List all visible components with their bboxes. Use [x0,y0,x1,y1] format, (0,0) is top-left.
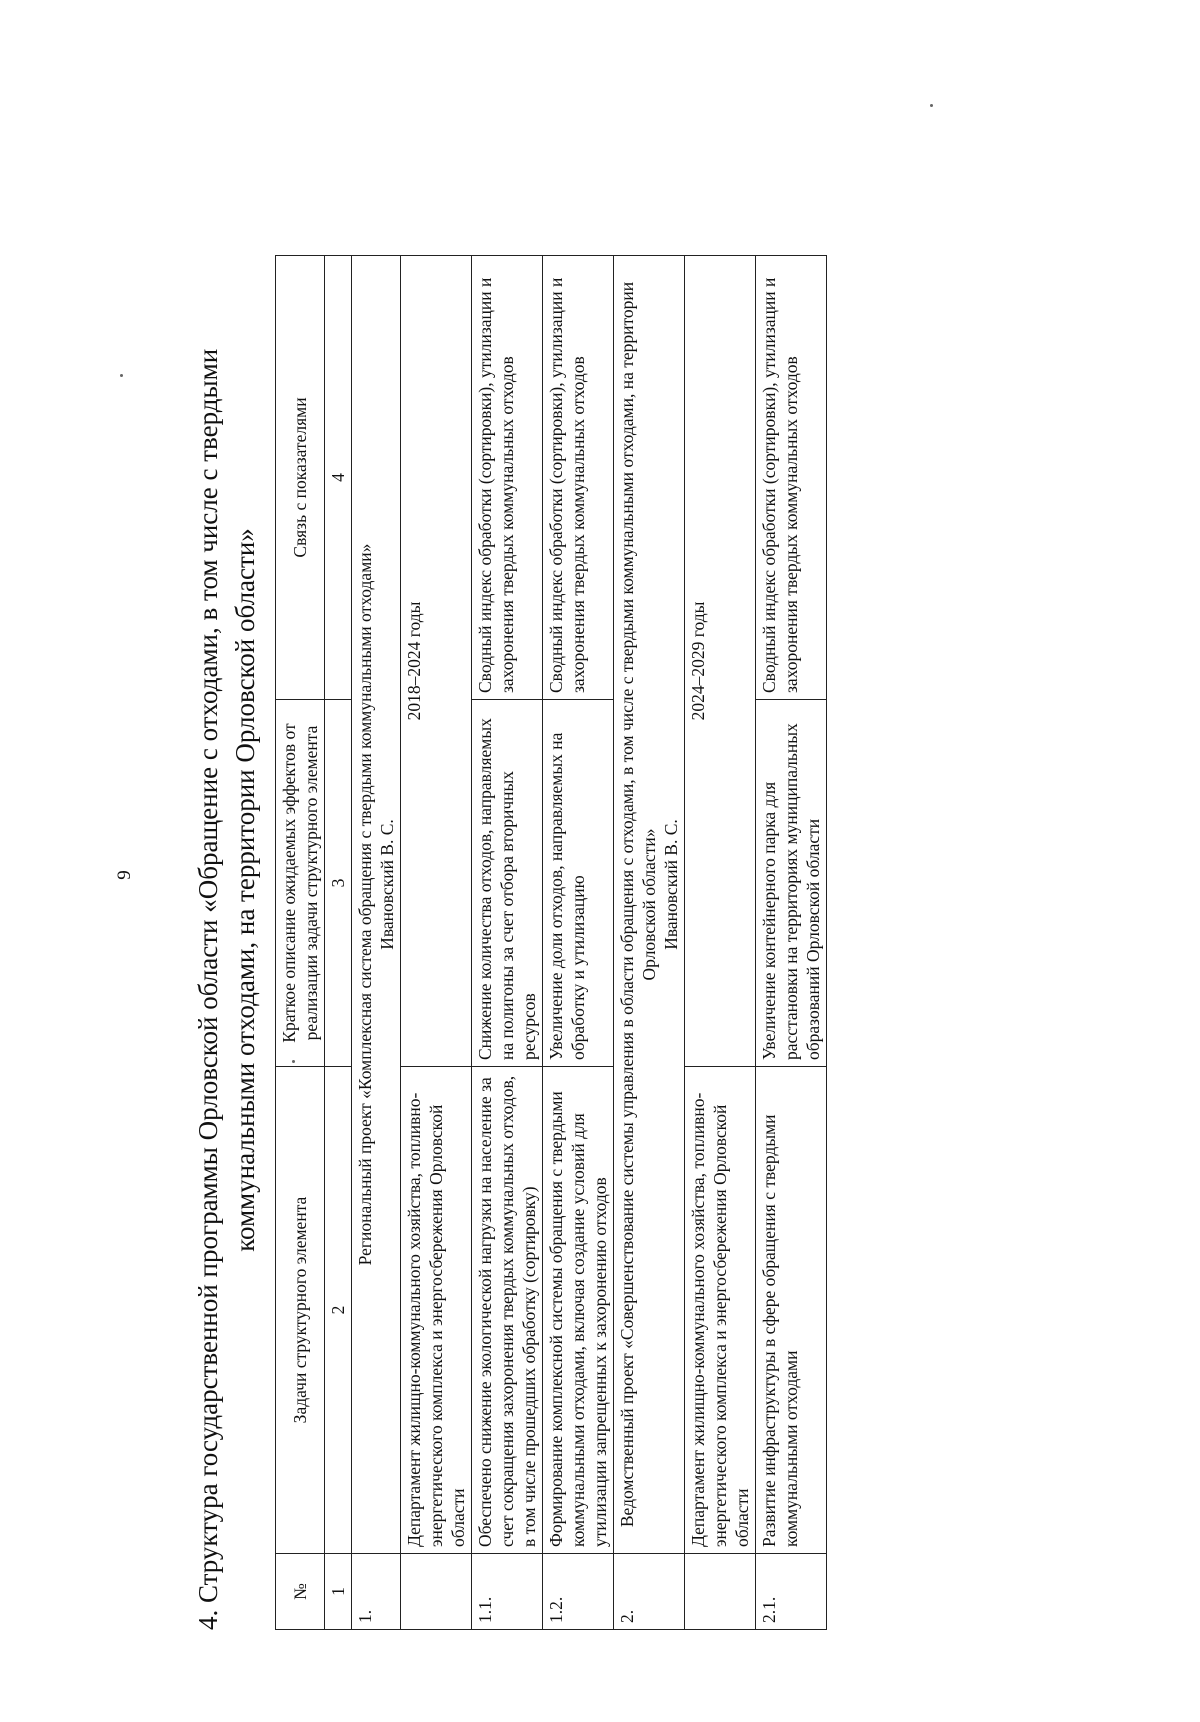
section-2-title-cell [614,256,685,1554]
scan-speck [120,374,123,377]
section-1-title: Региональный проект «Комплексная система обращения с твердыми коммунальными отходами» [355,543,375,1266]
row-effect: Снижение количества отходов, направляемых на полигоны за счет отбора вторичных ресурсов [472,700,543,1067]
row-link: Сводный индекс обработки (сортировки), утилизации и захоронения твердых коммунальных отходов [756,256,827,700]
row-task: Формирование комплексной системы обращения с твердыми коммунальными отходами, включая создание условий для утилизации запрещенных к захоронению отходов [543,1067,614,1554]
page-number: 9 [114,870,135,880]
column-number-row [325,256,352,1630]
row-task: Развитие инфраструктуры в сфере обращения с твердыми коммунальными отходами [756,1067,827,1554]
header-task: Задачи структурного элемента [276,1067,325,1554]
row-effect: Увеличение контейнерного парка для расстановки на территориях муниципальных образований Орловской области [756,700,827,1067]
rotated-page-content [190,60,1200,1630]
heading-line-2: коммунальными отходами, на территории Орловской области» [230,528,260,1252]
row-link: Сводный индекс обработки (сортировки), утилизации и захоронения твердых коммунальных отходов [543,256,614,700]
empty-cell [401,1554,472,1630]
section-1-department-row [401,256,472,1630]
header-effects: Краткое описание ожидаемых эффектов от реализации задачи структурного элемента [276,700,325,1067]
section-2-responsible: Ивановский В. С. [661,819,681,950]
header-row [276,256,325,1630]
table-row [756,256,827,1630]
table-row [472,256,543,1630]
section-2-years: 2024–2029 годы [685,256,756,1067]
row-num: 1.2. [543,1554,614,1630]
section-2-num: 2. [614,1554,685,1630]
row-link: Сводный индекс обработки (сортировки), утилизации и захоронения твердых коммунальных отходов [472,256,543,700]
header-num: № [276,1554,325,1630]
row-task: Обеспечено снижение экологической нагрузки на население за счет сокращения захоронения твердых коммунальных отходов, в том числе прошедших обработку (сортировку) [472,1067,543,1554]
section-2-title: Ведомственный проект «Совершенствование системы управления в области обращения с отходами, в том числе с твердыми коммунальными отходами, на территории Орловской области» [617,281,659,1528]
header-link: Связь с показателями [276,256,325,700]
section-2-title-row [614,256,685,1630]
col-number: 1 [325,1554,352,1630]
section-1-years: 2018–2024 годы [401,256,472,1067]
section-2-department-row [685,256,756,1630]
structure-table [275,255,827,1630]
col-number: 2 [325,1067,352,1554]
section-1-num: 1. [352,1554,401,1630]
row-num: 1.1. [472,1554,543,1630]
section-2-department: Департамент жилищно-коммунального хозяйства, топливно-энергетического комплекса и энергосбережения Орловской области [685,1067,756,1554]
section-1-responsible: Ивановский В. С. [377,819,397,950]
table-row [543,256,614,1630]
row-num: 2.1. [756,1554,827,1630]
section-heading [190,260,264,1630]
col-number: 3 [325,700,352,1067]
section-1-department: Департамент жилищно-коммунального хозяйства, топливно-энергетического комплекса и энергосбережения Орловской области [401,1067,472,1554]
empty-cell [685,1554,756,1630]
section-1-title-cell [352,256,401,1554]
row-effect: Увеличение доли отходов, направляемых на обработку и утилизацию [543,700,614,1067]
section-1-title-row [352,256,401,1630]
heading-line-1: 4. Структура государственной программы Орловской области «Обращение с отходами, в том числе с твердыми [193,348,223,1630]
col-number: 4 [325,256,352,700]
